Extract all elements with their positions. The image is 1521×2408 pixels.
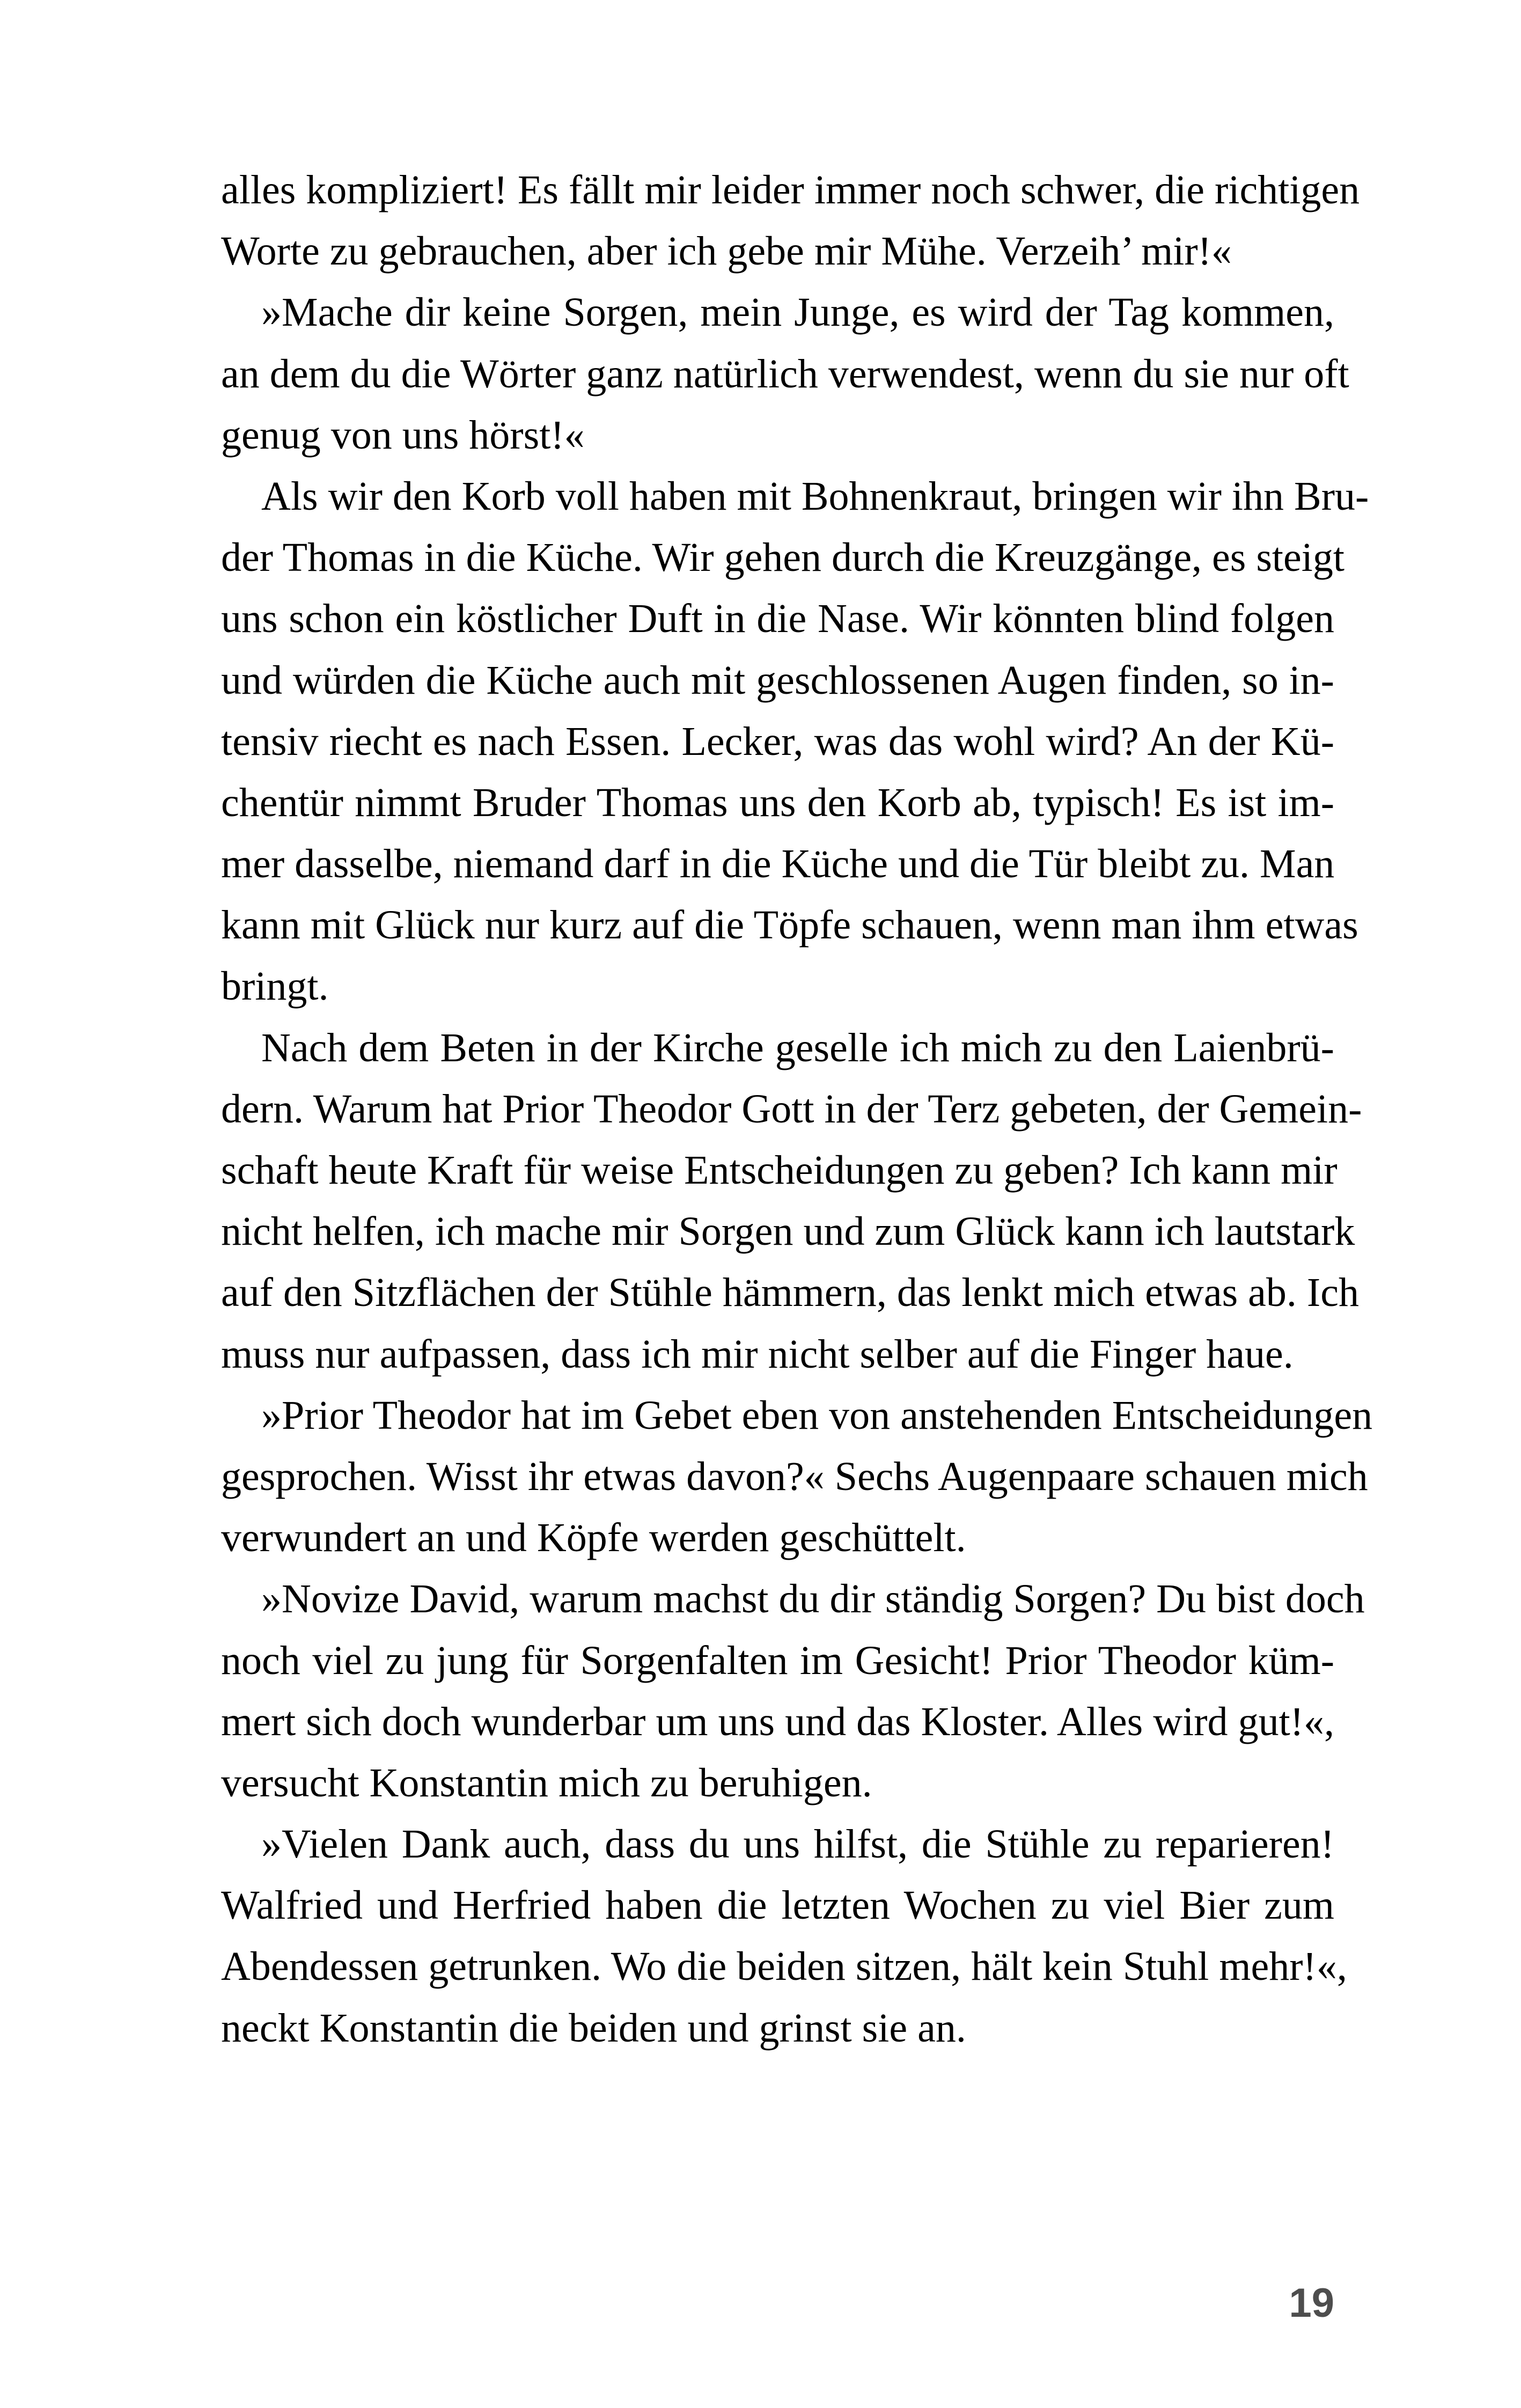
paragraph bbox=[221, 1385, 1373, 1569]
paragraph bbox=[221, 1017, 1362, 1385]
text-line: neckt Konstantin die beiden und grinst sie an. bbox=[221, 2005, 966, 2051]
paragraph bbox=[221, 159, 1360, 282]
text-line: nicht helfen, ich mache mir Sorgen und zum Glück kann ich lautstark bbox=[221, 1209, 1355, 1254]
text-line: der Thomas in die Küche. Wir gehen durch die Kreuzgänge, es steigt bbox=[221, 535, 1345, 581]
text-line: und würden die Küche auch mit geschlossenen Augen finden, so in- bbox=[221, 657, 1334, 703]
text-line: »Mache dir keine Sorgen, mein Junge, es wird der Tag kommen, bbox=[261, 290, 1334, 335]
text-line: uns schon ein köstlicher Duft in die Nase. Wir könnten blind folgen bbox=[221, 596, 1334, 642]
text-line: mer dasselbe, niemand darf in die Küche und die Tür bleibt zu. Man bbox=[221, 841, 1335, 887]
text-line: Walfried und Herfried haben die letzten Wochen zu viel Bier zum bbox=[221, 1883, 1334, 1928]
text-line: verwundert an und Köpfe werden geschüttelt. bbox=[221, 1515, 966, 1561]
paragraph bbox=[221, 1814, 1347, 2059]
text-line: Worte zu gebrauchen, aber ich gebe mir Mühe. Verzeih’ mir!« bbox=[221, 229, 1232, 274]
text-line: Nach dem Beten in der Kirche geselle ich mich zu den Laienbrü- bbox=[261, 1025, 1334, 1070]
text-line: gesprochen. Wisst ihr etwas davon?« Sechs Augenpaare schauen mich bbox=[221, 1453, 1368, 1499]
text-line: versucht Konstantin mich zu beruhigen. bbox=[221, 1760, 872, 1805]
text-line: Abendessen getrunken. Wo die beiden sitzen, hält kein Stuhl mehr!«, bbox=[221, 1944, 1347, 1989]
text-line: genug von uns hörst!« bbox=[221, 412, 585, 458]
page-number: 19 bbox=[1289, 2280, 1334, 2326]
paragraph bbox=[221, 282, 1349, 466]
body-text bbox=[221, 159, 1373, 2059]
text-line: auf den Sitzflächen der Stühle hämmern, das lenkt mich etwas ab. Ich bbox=[221, 1270, 1359, 1316]
text-line: schaft heute Kraft für weise Entscheidungen zu geben? Ich kann mir bbox=[221, 1148, 1338, 1193]
text-line: mert sich doch wunderbar um uns und das Kloster. Alles wird gut!«, bbox=[221, 1699, 1334, 1744]
text-line: dern. Warum hat Prior Theodor Gott in der Terz gebeten, der Gemein- bbox=[221, 1086, 1362, 1132]
text-line: »Vielen Dank auch, dass du uns hilfst, die Stühle zu reparieren! bbox=[261, 1822, 1334, 1867]
text-line: noch viel zu jung für Sorgenfalten im Gesicht! Prior Theodor küm- bbox=[221, 1638, 1334, 1683]
paragraph bbox=[221, 1568, 1365, 1814]
text-line: bringt. bbox=[221, 964, 329, 1009]
text-line: kann mit Glück nur kurz auf die Töpfe schauen, wenn man ihm etwas bbox=[221, 902, 1358, 948]
text-line: Als wir den Korb voll haben mit Bohnenkraut, bringen wir ihn Bru- bbox=[261, 473, 1369, 519]
text-line: an dem du die Wörter ganz natürlich verwendest, wenn du sie nur oft bbox=[221, 351, 1349, 397]
text-line: chentür nimmt Bruder Thomas uns den Korb ab, typisch! Es ist im- bbox=[221, 780, 1334, 825]
text-line: alles kompliziert! Es fällt mir leider immer noch schwer, die richtigen bbox=[221, 167, 1360, 212]
text-line: muss nur aufpassen, dass ich mir nicht selber auf die Finger haue. bbox=[221, 1331, 1294, 1377]
text-line: »Prior Theodor hat im Gebet eben von anstehenden Entscheidungen bbox=[261, 1392, 1373, 1438]
text-line: tensiv riecht es nach Essen. Lecker, was das wohl wird? An der Kü- bbox=[221, 718, 1334, 764]
paragraph bbox=[221, 466, 1369, 1017]
text-line: »Novize David, warum machst du dir ständig Sorgen? Du bist doch bbox=[261, 1576, 1365, 1622]
